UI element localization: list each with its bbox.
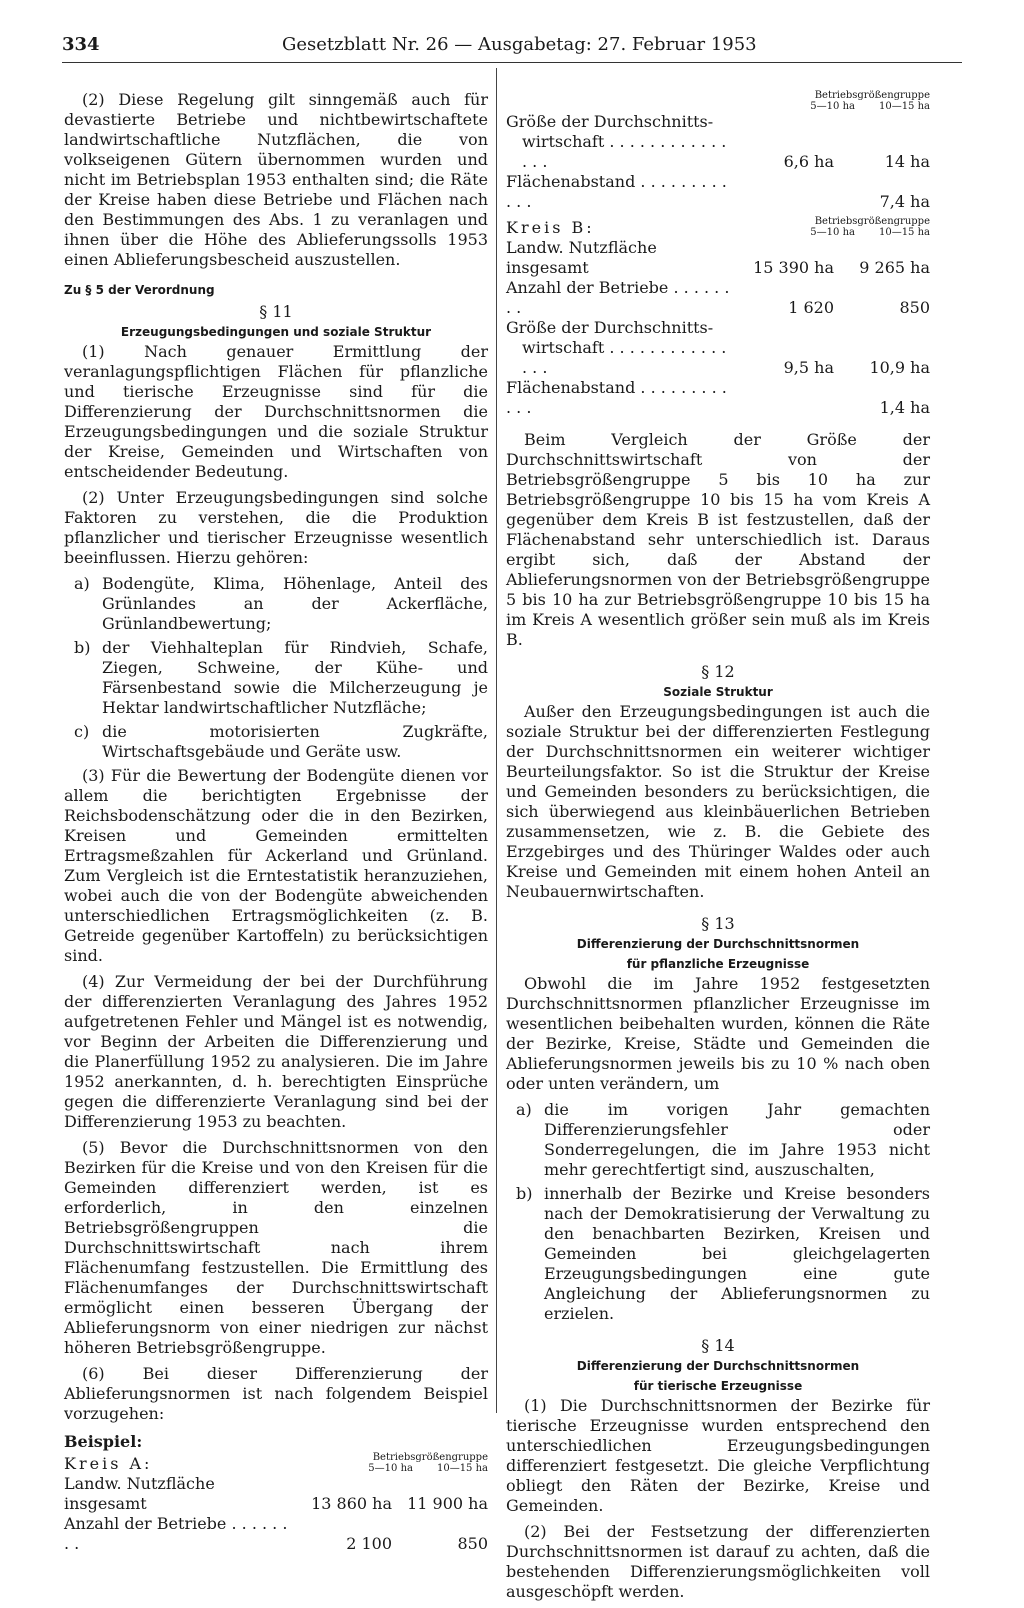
kreis-a-label: Kreis A: [64,1454,153,1473]
list-item [74,638,488,718]
group-col-1: 5—10 ha [810,101,855,112]
row-value-1: 2 100 [346,1534,392,1553]
section-11-paragraph-2: (2) Unter Erzeugungsbedingungen sind solche Faktoren zu verstehen, die die Produktion pflanzlicher und tierischer Erzeugnisse wesentlich beeinflussen. Hierzu gehören: [64,488,488,567]
table-row [506,318,930,338]
section-11-paragraph-6: (6) Bei dieser Differenzierung der Ablieferungsnormen ist nach folgendem Beispiel vorzugehen: [64,1364,488,1423]
row-label: Flächenabstand . . . . . . . . . . . . [506,378,727,417]
group-header [734,90,930,112]
table-row [506,238,930,278]
section-12-title: Soziale Struktur [663,685,773,699]
list-item [74,722,488,762]
section-11-paragraph-1: (1) Nach genauer Ermittlung der veranlagungspflichtigen Flächen für pflanzliche und tierische Erzeugnisse sind für die Differenzierung der Durchschnittsnormen die Erzeugungsbedingungen und die soziale Struktur der Kreise, Gemeinden und Wirtschaften von entscheidender Bedeutung. [64,342,488,481]
section-14-number: § 14 [701,1336,735,1355]
page-number: 334 [62,34,100,55]
gazette-title: Gesetzblatt Nr. 26 — Ausgabetag: 27. Februar 1953 [282,34,757,55]
row-label: Landw. Nutzfläche insgesamt [506,238,657,277]
table-row [64,1514,488,1554]
row-value-2 [846,112,930,132]
section-11-number: § 11 [259,302,293,321]
group-header-title: Betriebsgrößengruppe [814,90,930,101]
section-11-paragraph-3: (3) Für die Bewertung der Bodengüte dienen vor allem die berichtigten Ergebnisse der Reichsbodenschätzung oder die in den Bezirken, Kreisen und Gemeinden ermittelten Ertragsmeßzahlen für Ackerland und Grünland. Zum Vergleich ist die Erntestatistik heranzuziehen, wobei auch die von der Bodengüte abweichenden unterschiedlichen Ertragsmöglichkeiten (z. B. Getreide gegenüber Kartoffeln) zu berücksichtigen sind. [64,766,488,965]
row-value-2: 7,4 ha [879,192,930,211]
row-label: Flächenabstand . . . . . . . . . . . . [506,172,727,211]
row-value-2: 14 ha [884,152,930,171]
row-value-1 [734,378,846,418]
comparison-paragraph: Beim Vergleich der Größe der Durchschnittswirtschaft von der Betriebsgrößengruppe 5 bis 10 ha zur Betriebsgrößengruppe 10 bis 15 ha vom Kreis A gegenüber dem Kreis B ist festzustellen, daß der Flächenabstand sehr unterschiedlich ist. Daraus ergibt sich, daß der Abstand der Ablieferungsnormen von der Betriebsgrößengruppe 5 bis 10 ha zur Betriebsgrößengruppe 10 bis 15 ha im Kreis A wesentlich größer sein muß als im Kreis B. [506,430,930,649]
table-row [506,112,930,132]
list-item-text: innerhalb der Bezirke und Kreise besonders nach der Demokratisierung der Verwaltung zu den benachbarten Bezirken, Kreisen und Gemeinden bei gleichgelagerten Erzeugungsbedingungen eine gute Angleichung der Ablieferungsnormen zu erzielen. [544,1184,930,1323]
group-col-2: 10—15 ha [878,101,930,112]
table-row [506,338,930,378]
list-item-label: b) [74,638,91,657]
section-12-paragraph: Außer den Erzeugungsbedingungen ist auch die soziale Struktur bei der differenzierten Festlegung der Durchschnittsnormen ein weiterer wichtiger Beurteilungsfaktor. So ist die Struktur der Kreise und Gemeinden besonders zu berücksichtigen, die sich überwiegend aus kleinbäuerlichen Betrieben zusammensetzen, wie z. B. die Gebiete des Erzgebirges und des Thüringer Waldes oder auch Kreise und Gemeinden mit einem hohen Anteil an Neubauernwirtschaften. [506,702,930,901]
section-13-title-line-1: Differenzierung der Durchschnittsnormen [576,937,860,951]
list-item-text: die motorisierten Zugkräfte, Wirtschaftsgebäude und Geräte usw. [102,722,488,761]
row-value-2: 850 [899,298,930,317]
row-value-1 [734,318,846,338]
row-label: wirtschaft . . . . . . . . . . . . . . . [522,338,727,377]
section-13-number: § 13 [701,914,735,933]
example-table-kreis-a-cont [506,90,930,418]
row-label: Größe der Durchschnitts- [506,318,714,337]
subheading-zu-5: Zu § 5 der Verordnung [64,283,215,297]
kreis-b-label: Kreis B: [506,218,595,237]
section-14-paragraph-1: (1) Die Durchschnittsnormen der Bezirke für tierische Erzeugnisse wurden entsprechend den unterschiedlichen Erzeugungsbedingungen differenziert festgesetzt. Die gleiche Verpflichtung obliegt den Räten der Bezirke, Kreise und Gemeinden. [506,1396,930,1515]
row-value-2: 11 900 ha [407,1494,488,1513]
section-13-paragraph: Obwohl die im Jahre 1952 festgesetzten Durchschnittsnormen pflanzlicher Erzeugnisse im wesentlichen beibehalten wurden, können die Räte der Bezirke, Kreise, Städte und Gemeinden die Ablieferungsnormen jeweils bis zu 10 % nach oben oder unten verändern, um [506,974,930,1093]
row-label: Größe der Durchschnitts- [506,112,714,131]
table-row [64,1474,488,1514]
section-13-title-line-2: für pflanzliche Erzeugnisse [626,957,810,971]
section-11-paragraph-5: (5) Bevor die Durchschnittsnormen von den Bezirken für die Kreise und von den Kreisen für die Gemeinden differenziert werden, ist es erforderlich, in den einzelnen Betriebsgrößengruppen die Durchschnittswirtschaft nach ihrem Flächenumfang festzustellen. Die Ermittlung des Flächenumfanges der Durchschnittswirtschaft ermöglicht einen besseren Übergang der Ablieferungsnorm von einer niedrigen zur nächst höheren Betriebsgrößengruppe. [64,1138,488,1357]
list-item-text: Bodengüte, Klima, Höhenlage, Anteil des Grünlandes an der Ackerfläche, Grünlandbewertung; [102,574,488,633]
section-14-paragraph-2: (2) Bei der Festsetzung der differenzierten Durchschnittsnormen ist darauf zu achten, daß die bestehenden Differenzierungsmöglichkeiten voll ausgeschöpft werden. [506,1522,930,1601]
section-11-list [64,574,488,762]
row-label: Anzahl der Betriebe . . . . . . . . [506,278,730,317]
column-divider [496,68,497,1413]
list-item-label: a) [74,574,90,593]
list-item-label: b) [516,1184,533,1203]
row-value-2: 10,9 ha [869,358,930,377]
list-item [516,1184,930,1324]
list-item-label: a) [516,1100,532,1119]
group-col-2: 10—15 ha [436,1463,488,1474]
list-item [516,1100,930,1180]
row-value-2 [846,318,930,338]
table-row [506,378,930,418]
row-value-1: 9,5 ha [783,358,834,377]
row-value-1 [734,172,846,212]
row-value-2: 850 [457,1534,488,1553]
table-row [506,132,930,172]
right-column [506,90,930,1608]
row-value-2: 1,4 ha [879,398,930,417]
row-value-1: 6,6 ha [783,152,834,171]
list-item-text: die im vorigen Jahr gemachten Differenzierungsfehler oder Sonderregelungen, die im Jahre 1953 nicht mehr gerechtfertigt sind, auszuschalten, [544,1100,930,1179]
list-item-label: c) [74,722,90,741]
row-value-1: 15 390 ha [753,258,834,277]
row-label: wirtschaft . . . . . . . . . . . . . . . [522,132,727,171]
row-value-1: 13 860 ha [311,1494,392,1513]
group-header-title: Betriebsgrößengruppe [814,216,930,227]
group-col-1: 5—10 ha [368,1463,413,1474]
row-label: Anzahl der Betriebe . . . . . . . . [64,1514,288,1553]
section-13-list [506,1100,930,1324]
page-header [62,34,962,58]
row-value-2: 9 265 ha [859,258,930,277]
section-11-paragraph-4: (4) Zur Vermeidung der bei der Durchführung der differenzierten Veranlagung des Jahres 1952 aufgetretenen Fehler und Mängel ist es notwendig, vor Beginn der Arbeiten die Differenzierung und die Planerfüllung 1952 zu analysieren. Die im Jahre 1952 anerkannten, d. h. berechtigten Einsprüche gegen die differenzierte Veranlagung sind bei der Differenzierung 1953 zu beachten. [64,972,488,1131]
group-col-1: 5—10 ha [810,227,855,238]
example-label: Beispiel: [64,1432,143,1451]
list-item-text: der Viehhalteplan für Rindvieh, Schafe, Ziegen, Schweine, der Kühe- und Färsenbestand sowie die Milcherzeugung je Hektar landwirtschaftlicher Nutzfläche; [102,638,488,717]
group-header [734,212,930,238]
row-value-1 [734,112,846,132]
section-11-title: Erzeugungsbedingungen und soziale Struktur [120,325,432,339]
section-12-number: § 12 [701,662,735,681]
list-item [74,574,488,634]
header-rule [62,62,962,63]
row-label: Landw. Nutzfläche insgesamt [64,1474,215,1513]
paragraph-10-2: (2) Diese Regelung gilt sinngemäß auch für devastierte Betriebe und nichtbewirtschaftete landwirtschaftliche Nutzflächen, die von volkseigenen Gütern übernommen wurden und nicht im Betriebsplan 1953 enthalten sind; die Räte der Kreise haben diese Betriebe und Flächen nach den Bestimmungen des Abs. 1 zu veranlagen und ihnen über die Höhe des Ablieferungssolls 1953 einen Ablieferungsbescheid auszustellen. [64,90,488,269]
section-14-title-line-1: Differenzierung der Durchschnittsnormen [576,1359,860,1373]
section-14-title-line-2: für tierische Erzeugnisse [633,1379,803,1393]
example-table-kreis-a [64,1452,488,1554]
table-row [506,172,930,212]
left-column [64,90,488,1554]
group-header-title: Betriebsgrößengruppe [372,1452,488,1463]
row-value-1: 1 620 [788,298,834,317]
group-header [292,1452,488,1474]
group-col-2: 10—15 ha [878,227,930,238]
table-row [506,278,930,318]
